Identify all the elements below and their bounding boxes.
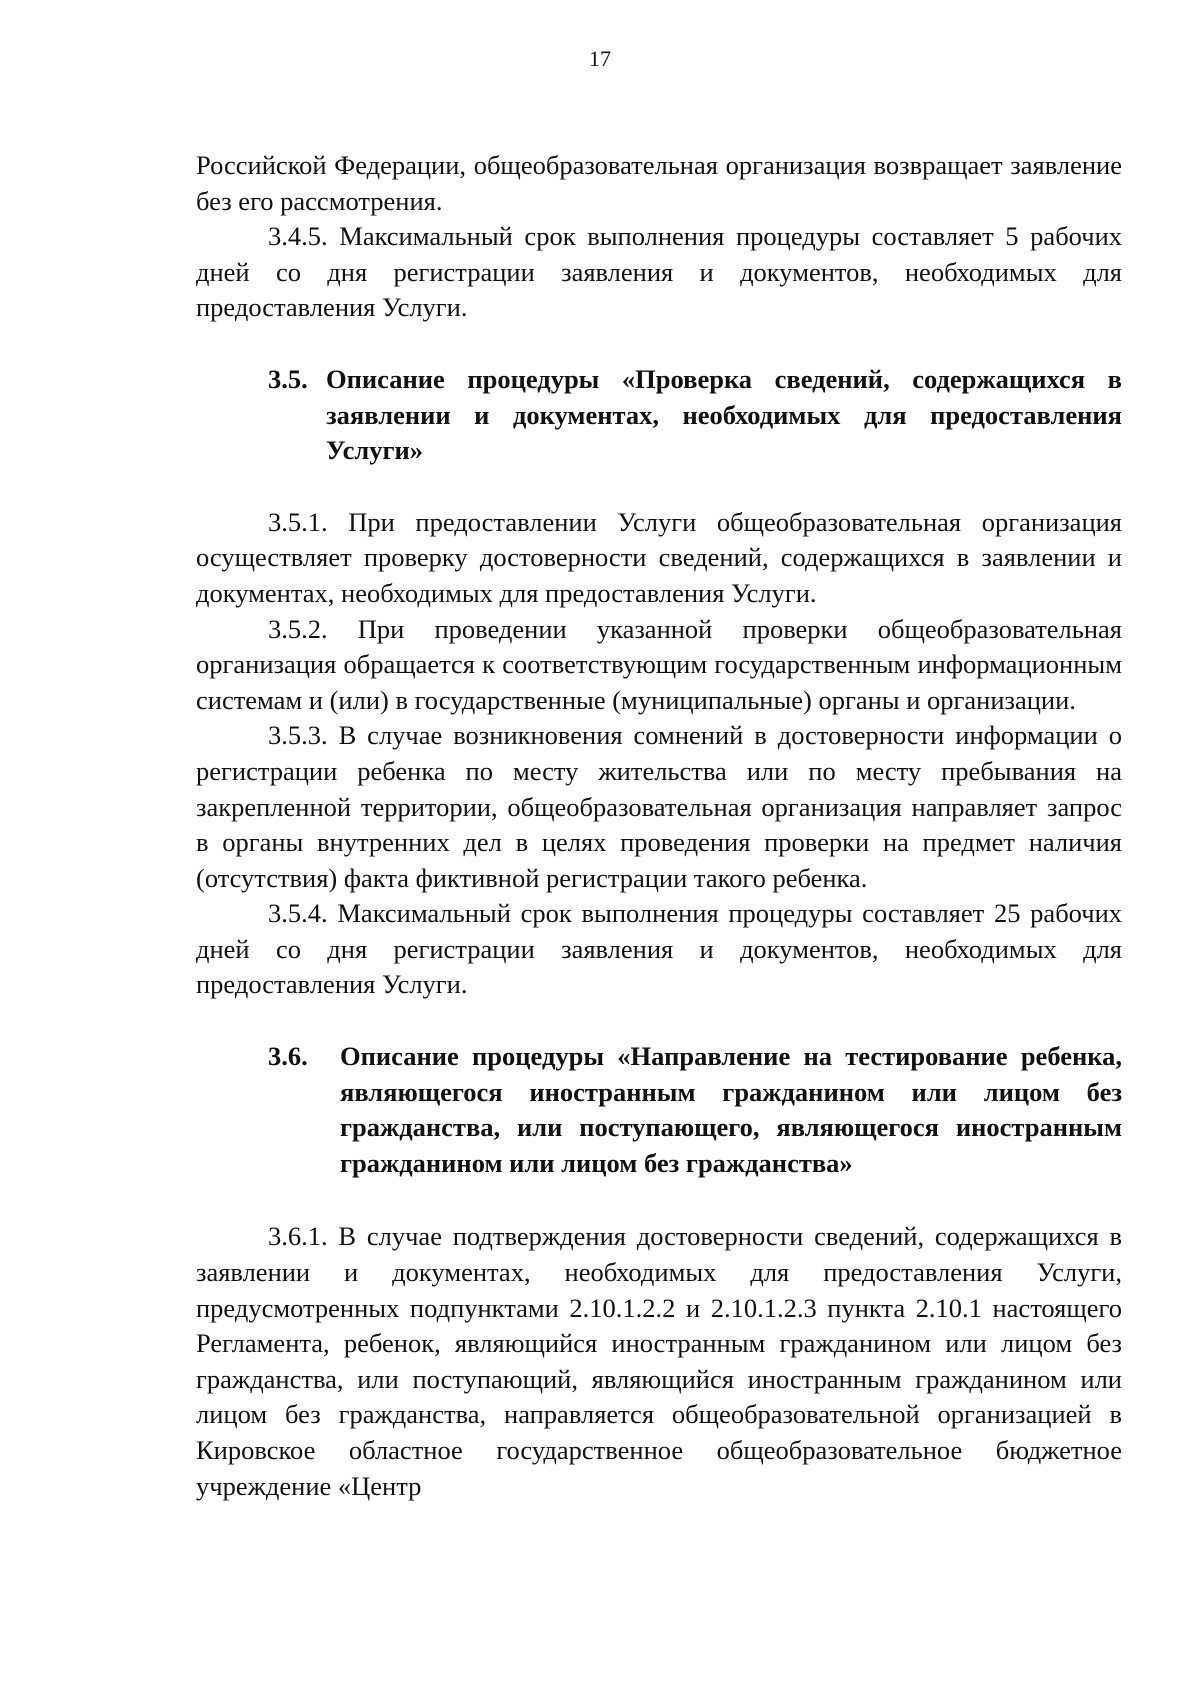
section-heading-3-6	[196, 1039, 1122, 1181]
document-body	[196, 148, 1122, 1504]
paragraph-continuation: Российской Федерации, общеобразовательная организация возвращает заявление без его рассмотрения.	[196, 150, 1122, 216]
paragraph-3-5-1: 3.5.1. При предоставлении Услуги общеобразовательная организация осуществляет проверку достоверности сведений, содержащихся в заявлении и документах, необходимых для предоставления Услуги.	[196, 506, 1122, 608]
paragraph-3-5-4: 3.5.4. Максимальный срок выполнения процедуры составляет 25 рабочих дней со дня регистрации заявления и документов, необходимых для предоставления Услуги.	[196, 898, 1122, 1000]
paragraph-3-5-2: 3.5.2. При проведении указанной проверки общеобразовательная организация обращается к соответствующим государственным информационным системам и (или) в государственные (муниципальные) органы и организации.	[196, 613, 1122, 715]
section-title: Описание процедуры «Направление на тестирование ребенка, являющегося иностранным гражданином или лицом без гражданства, или поступающего, являющегося иностранным гражданином или лицом без гражданства»	[340, 1041, 1122, 1178]
section-title: Описание процедуры «Проверка сведений, содержащихся в заявлении и документах, необходимых для предоставления Услуги»	[326, 363, 1122, 466]
paragraph-3-6-1: 3.6.1. В случае подтверждения достоверности сведений, содержащихся в заявлении и документах, необходимых для предоставления Услуги, предусмотренных подпунктами 2.10.1.2.2 и 2.10.1.2.3 пункта 2.10.1 настоящего Регламента, ребенок, являющийся иностранным гражданином или лицом без гражданства, или поступающий, являющийся иностранным гражданином или лицом без гражданства, направляется общеобразовательной организацией в Кировское областное государственное общеобразовательное бюджетное учреждение «Центр	[196, 1221, 1122, 1501]
paragraph-3-4-5: 3.4.5. Максимальный срок выполнения процедуры составляет 5 рабочих дней со дня регистрации заявления и документов, необходимых для предоставления Услуги.	[196, 221, 1122, 323]
paragraph-3-5-3: 3.5.3. В случае возникновения сомнений в достоверности информации о регистрации ребенка по месту жительства или по месту пребывания на закрепленной территории, общеобразовательная организация направляет запрос в органы внутренних дел в целях проведения проверки на предмет наличия (отсутствия) факта фиктивной регистрации такого ребенка.	[196, 720, 1122, 893]
section-heading-3-5	[196, 362, 1122, 469]
section-number: 3.5.	[268, 363, 308, 394]
section-number: 3.6.	[268, 1041, 308, 1072]
page-number: 17	[589, 46, 611, 71]
